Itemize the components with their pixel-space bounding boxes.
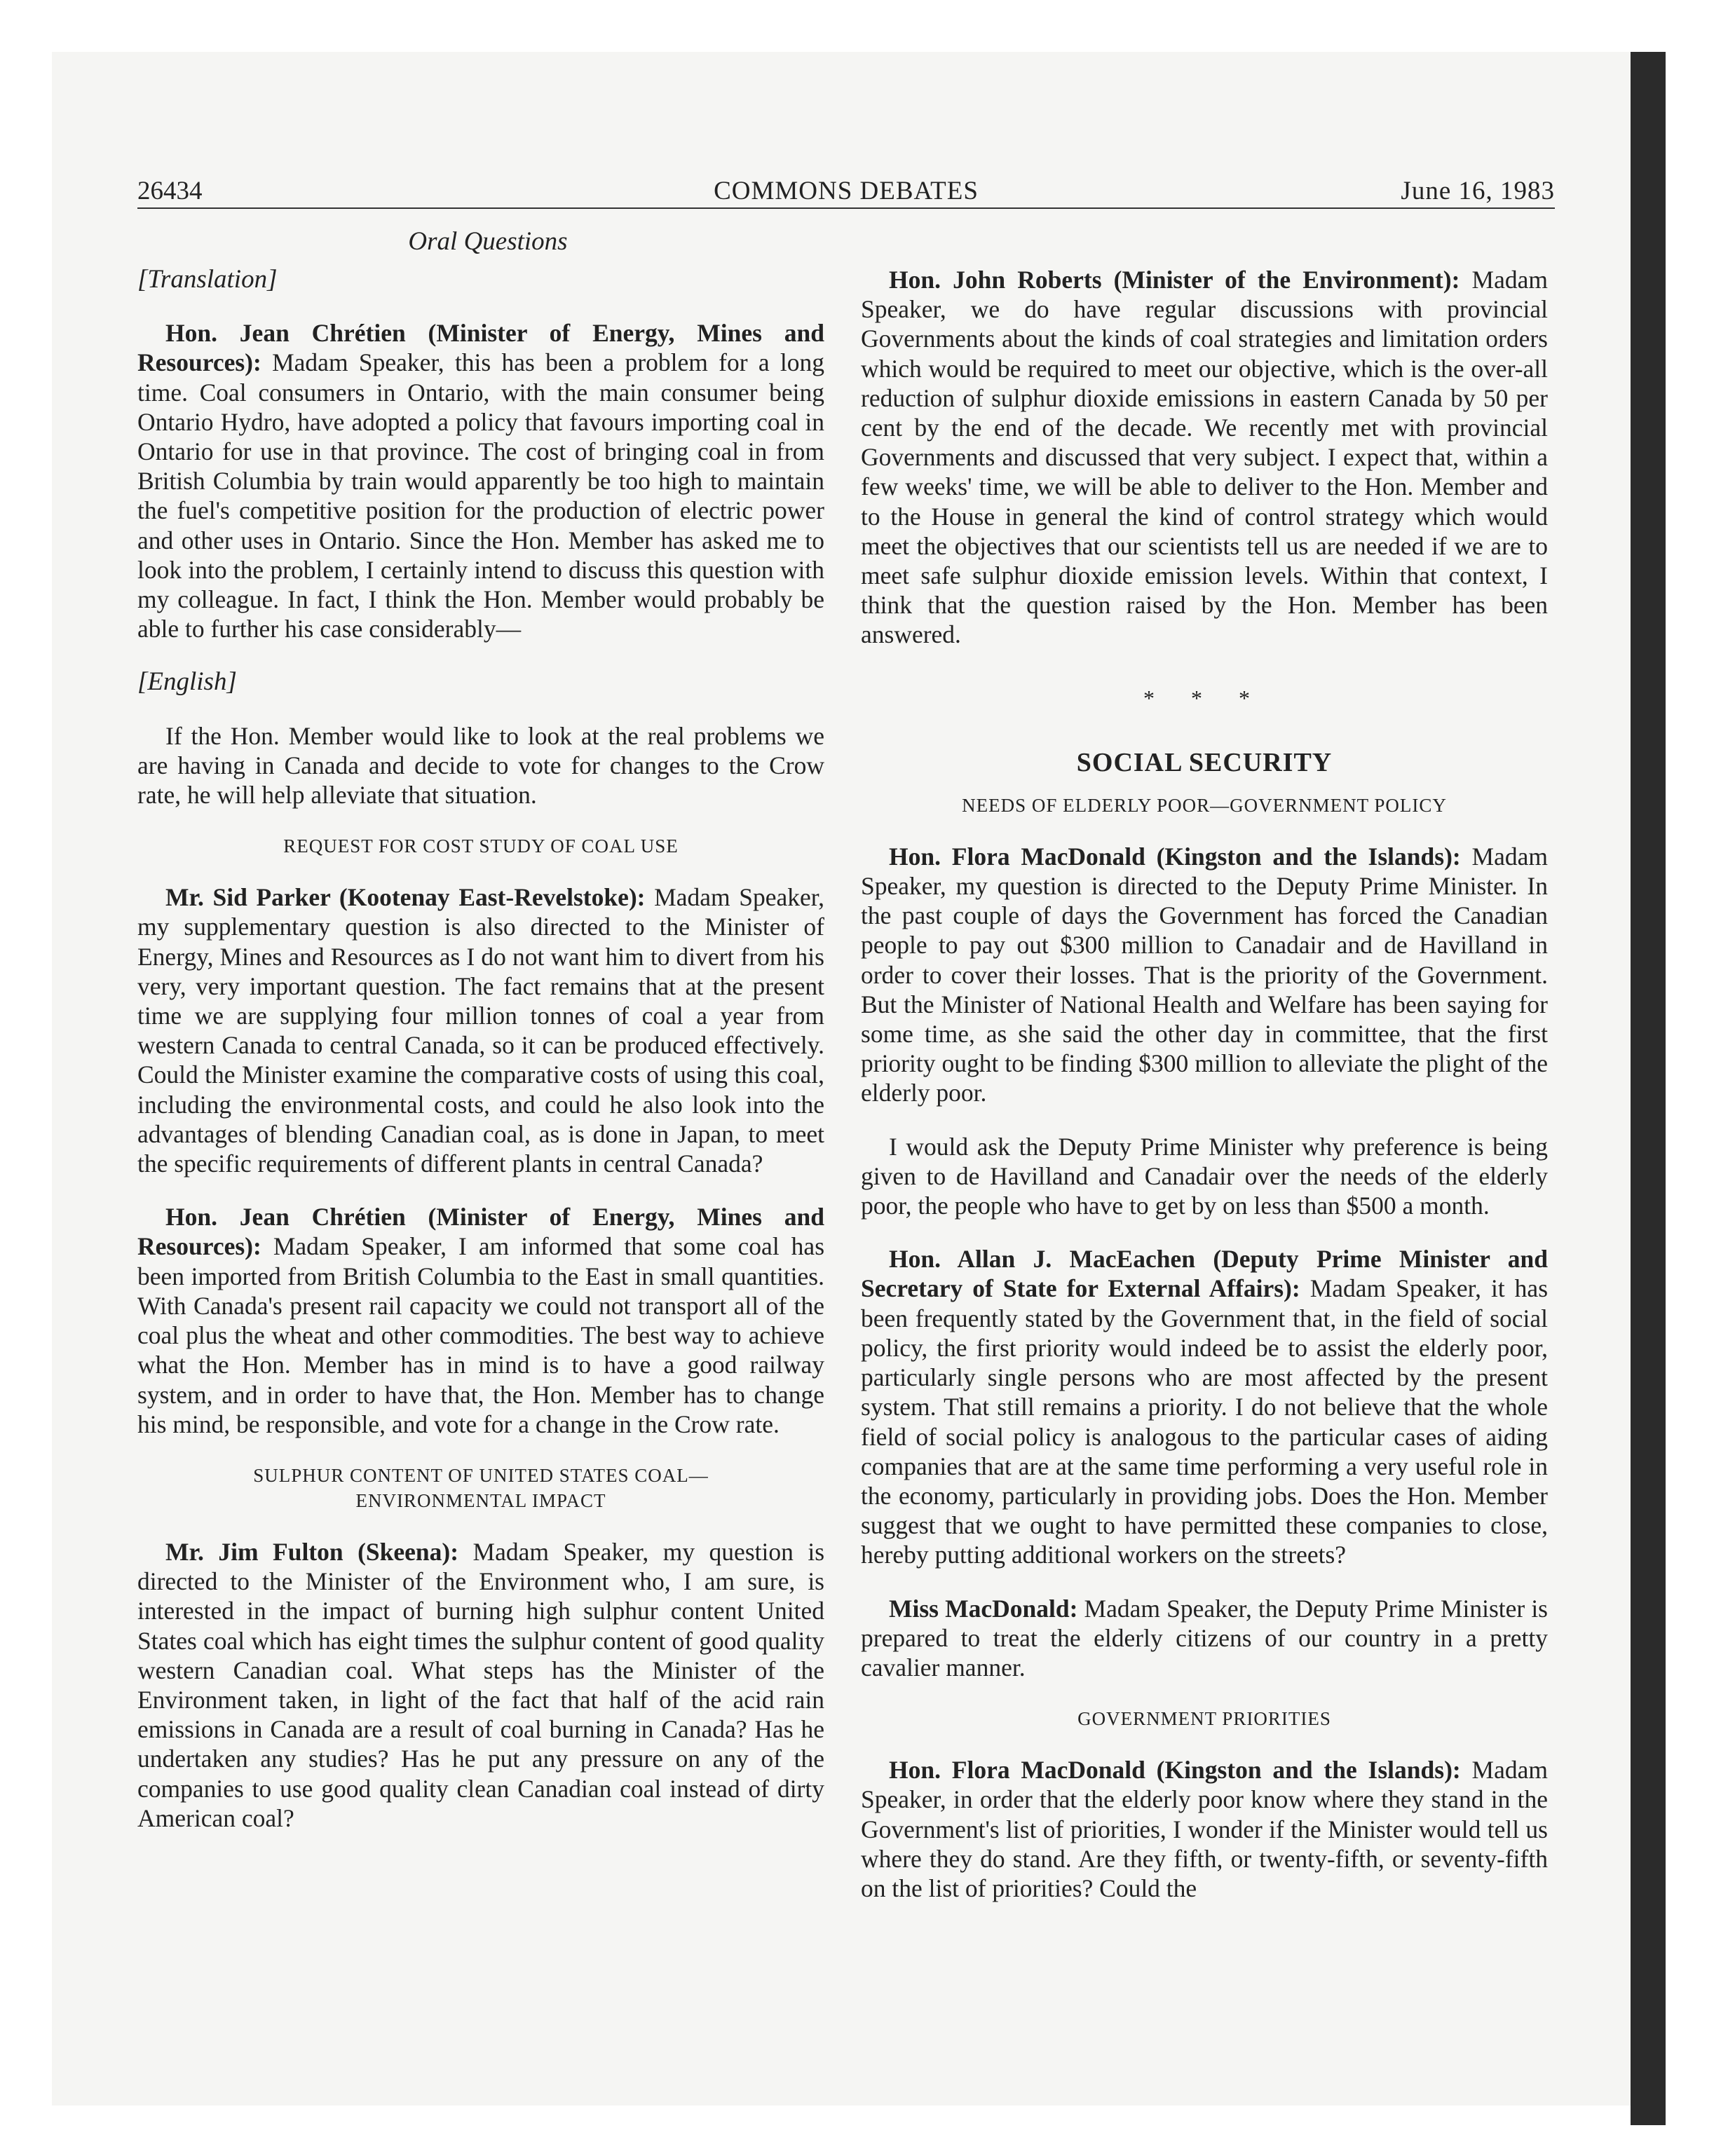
speech-text: Madam Speaker, my question is directed to the Minister of the Environment who, I am sure, is interested in the impact of burning high sulphur content United States coal which has eight times the sulphur content of good quality western Canadian coal. What steps has the Minister of the Environment taken, in light of the fact that half of the acid rain emissions in Canada are a result of coal burning in Canada? Has he undertaken any studies? Has he put any pressure on any of the companies to use good quality clean Canadian coal instead of dirty American coal? xyxy=(137,1537,825,1832)
paragraph: I would ask the Deputy Prime Minister why preference is being given to de Havilland and Canadair over the needs of the elderly poor, the people who have to get by on less than $500 a month. xyxy=(861,1132,1548,1220)
speaker-name: Hon. Flora MacDonald (Kingston and the Islands): xyxy=(889,842,1461,871)
section-separator: * * * xyxy=(1143,685,1265,711)
left-column xyxy=(137,265,824,1833)
section-subheading: NEEDS OF ELDERLY POOR—GOVERNMENT POLICY xyxy=(962,794,1447,816)
paragraph xyxy=(861,1244,1548,1569)
section-subheading xyxy=(137,1463,824,1513)
page-header xyxy=(137,175,1555,207)
section-subheading: REQUEST FOR COST STUDY OF COAL USE xyxy=(283,835,679,857)
section-subheading: GOVERNMENT PRIORITIES xyxy=(1077,1708,1331,1730)
paragraph xyxy=(861,1594,1548,1683)
subheading-line: ENVIRONMENTAL IMPACT xyxy=(355,1489,606,1511)
english-tag: [English] xyxy=(137,667,237,697)
speech-text: Madam Speaker, my supplementary question is also directed to the Minister of Energy, Mines and Resources as I do not want him to divert from his very, very important question. The fact remains that at the present time we are supplying four million tonnes of coal a year from western Canada to central Canada, so it can be produced effectively. Could the Minister examine the comparative costs of using this coal, including the environmental costs, and could he also look into the advantages of blending Canadian coal, as is done in Japan, to meet the specific requirements of different plants in central Canada? xyxy=(137,883,825,1178)
speech-text: Madam Speaker, I am informed that some coal has been imported from British Columbia to the East in small quantities. With Canada's present rail capacity we could not transport all of the coal plus the wheat and other commodities. The best way to achieve what the Hon. Member has in mind is to have a good railway system, and in order to have that, the Hon. Member has to change his mind, be responsible, and vote for a change in the Crow rate. xyxy=(137,1232,825,1438)
publication-title: COMMONS DEBATES xyxy=(714,177,979,205)
header-rule xyxy=(137,207,1555,209)
speaker-name: Hon. Jean Chrétien (Minister of Energy, Mines and Resources): xyxy=(137,1203,824,1261)
subheading-line: SULPHUR CONTENT OF UNITED STATES COAL— xyxy=(253,1464,709,1486)
scan-edge-shadow xyxy=(1631,52,1666,2125)
paragraph xyxy=(861,1755,1548,1903)
speech-text: Madam Speaker, we do have regular discussions with provincial Governments about the kinds of coal strategies and limitation orders which would be required to meet our objective, which is the over-all reduction of sulphur dioxide emissions in eastern Canada by 50 per cent by the end of the decade. We recently met with provincial Governments and discussed that very subject. I expect that, within a few weeks' time, we will be able to deliver to the Hon. Member and to the House in general the kind of control strategy which would meet the objectives that our scientists tell us are needed if we are to meet safe sulphur dioxide emission levels. Within that context, I think that the question raised by the Hon. Member has been answered. xyxy=(861,266,1548,649)
speaker-name: Hon. Jean Chrétien (Minister of Energy, Mines and Resources): xyxy=(137,319,824,377)
page-number: 26434 xyxy=(137,177,203,205)
paragraph xyxy=(137,882,824,1178)
paragraph xyxy=(137,318,824,643)
translation-tag: [Translation] xyxy=(137,265,278,294)
running-head: Oral Questions xyxy=(408,227,568,256)
speaker-name: Mr. Sid Parker (Kootenay East-Revelstoke): xyxy=(165,883,646,912)
speaker-name: Hon. Allan J. MacEachen (Deputy Prime Minister and Secretary of State for External Affairs): xyxy=(861,1245,1548,1303)
speech-text: Madam Speaker, this has been a problem for a long time. Coal consumers in Ontario, with the main consumer being Ontario Hydro, have adopted a policy that favours importing coal in Ontario for use in that province. The cost of bringing coal in from British Columbia by train would apparently be too high to maintain the fuel's competitive position for the production of electric power and other uses in Ontario. Since the Hon. Member has asked me to look into the problem, I certainly intend to discuss this question with my colleague. In fact, I think the Hon. Member would probably be able to further his case considerably— xyxy=(137,348,825,643)
paragraph xyxy=(861,842,1548,1108)
paragraph: If the Hon. Member would like to look at the real problems we are having in Canada and decide to vote for changes to the Crow rate, he will help alleviate that situation. xyxy=(137,721,824,810)
speaker-name: Hon. Flora MacDonald (Kingston and the Islands): xyxy=(889,1756,1461,1785)
paragraph xyxy=(861,265,1548,650)
speech-text: Madam Speaker, the Deputy Prime Minister is prepared to treat the elderly citizens of our country in a pretty cavalier manner. xyxy=(861,1594,1548,1681)
section-title: SOCIAL SECURITY xyxy=(1076,747,1333,777)
right-column xyxy=(861,265,1548,1903)
speaker-name: Mr. Jim Fulton (Skeena): xyxy=(165,1537,459,1566)
speech-text: Madam Speaker, it has been frequently stated by the Government that, in the field of social policy, the first priority would indeed be to assist the elderly poor, particularly single persons who are most affected by the present system. That still remains a priority. I do not believe that the whole field of social policy is analogous to the particular cases of aiding companies that are at the same time performing a very useful role in the economy, particularly in providing jobs. Does the Hon. Member suggest that we ought to have permitted these companies to close, hereby putting additional workers on the streets? xyxy=(861,1274,1549,1569)
publication-date: June 16, 1983 xyxy=(1401,177,1555,205)
speaker-name: Miss MacDonald: xyxy=(889,1594,1078,1623)
speech-text: Madam Speaker, my question is directed to the Deputy Prime Minister. In the past couple of days the Government has forced the Canadian people to pay out $300 million to Canadair and de Havilland in order to cover their losses. That is the priority of the Government. But the Minister of National Health and Welfare has been saying for some time, as she said the other day in committee, that the first priority ought to be finding $300 million to alleviate the plight of the elderly poor. xyxy=(861,842,1548,1107)
speaker-name: Hon. John Roberts (Minister of the Environment): xyxy=(889,266,1460,294)
paragraph xyxy=(137,1537,824,1833)
speech-text: Madam Speaker, in order that the elderly poor know where they stand in the Government's list of priorities, I wonder if the Minister would tell us where they do stand. Are they fifth, or twenty-fifth, or seventy-fifth on the list of priorities? Could the xyxy=(861,1756,1548,1902)
paragraph xyxy=(137,1202,824,1439)
